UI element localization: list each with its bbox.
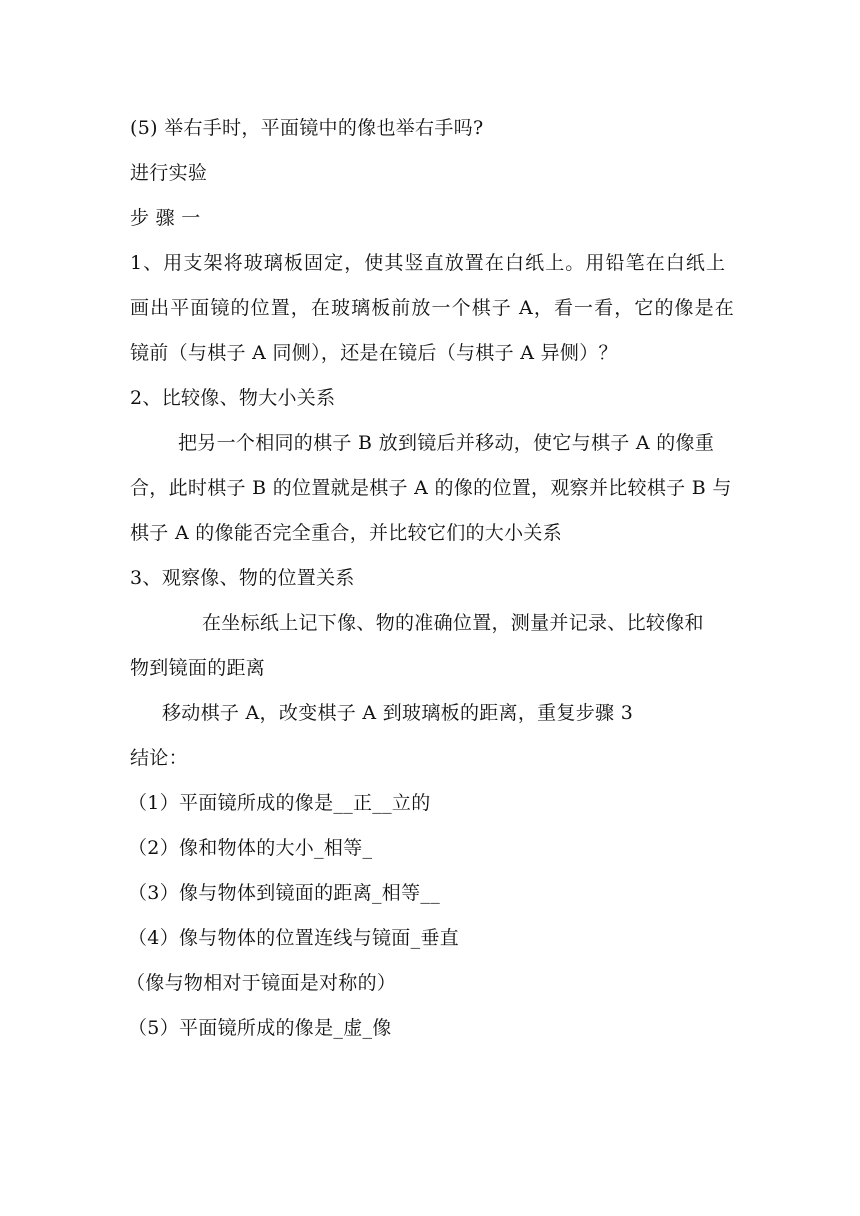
step-one-heading: 步 骤 一 bbox=[130, 207, 201, 229]
conclusion-1: （1）平面镜所成的像是__正__立的 bbox=[128, 792, 431, 814]
step-1-text-line-3: 镜前（与棋子 A 同侧），还是在镜后（与棋子 A 异侧）？ bbox=[130, 342, 618, 364]
step-3-text-line-1: 在坐标纸上记下像、物的准确位置，测量并记录、比较像和 bbox=[202, 612, 704, 634]
conclusion-3: （3）像与物体到镜面的距离_相等__ bbox=[128, 882, 440, 904]
conclusion-2: （2）像和物体的大小_相等_ bbox=[128, 837, 373, 859]
step-2-text-line-3: 棋子 A 的像能否完全重合，并比较它们的大小关系 bbox=[130, 522, 563, 544]
conclusion-heading: 结论： bbox=[130, 747, 188, 769]
step-3-heading: 3、观察像、物的位置关系 bbox=[130, 567, 355, 589]
step-1-text-line-2: 画出平面镜的位置，在玻璃板前放一个棋子 A，看一看，它的像是在 bbox=[130, 297, 735, 319]
step-2-heading: 2、比较像、物大小关系 bbox=[130, 387, 336, 409]
question-5: (5) 举右手时，平面镜中的像也举右手吗? bbox=[130, 117, 484, 139]
conclusion-4-note: （像与物相对于镜面是对称的） bbox=[126, 972, 397, 994]
step-3-text-line-2: 物到镜面的距离 bbox=[130, 657, 266, 679]
step-2-text-line-1: 把另一个相同的棋子 B 放到镜后并移动，使它与棋子 A 的像重 bbox=[178, 432, 715, 454]
step-1-text-line-1: 1、用支架将玻璃板固定，使其竖直放置在白纸上。用铅笔在白纸上 bbox=[130, 252, 727, 274]
conclusion-5: （5）平面镜所成的像是_虚_像 bbox=[128, 1017, 392, 1039]
conclusion-4: （4）像与物体的位置连线与镜面_垂直 bbox=[128, 927, 459, 949]
section-heading-experiment: 进行实验 bbox=[130, 162, 208, 184]
step-2-text-line-2: 合，此时棋子 B 的位置就是棋子 A 的像的位置，观察并比较棋子 B 与 bbox=[130, 477, 732, 499]
repeat-instruction: 移动棋子 A，改变棋子 A 到玻璃板的距离，重复步骤 3 bbox=[162, 702, 634, 724]
